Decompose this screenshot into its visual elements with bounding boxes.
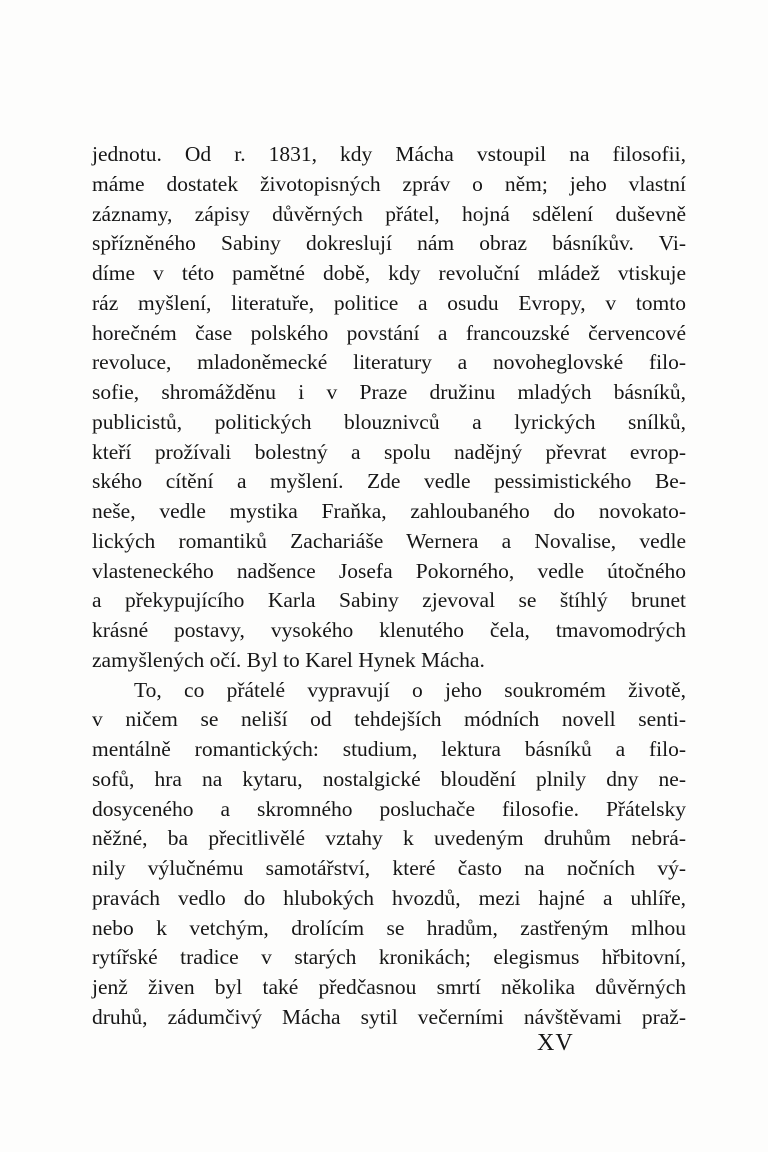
text-line: spřízněného Sabiny dokreslují nám obraz básníkův. Vi-: [92, 231, 686, 256]
text-line: a překypujícího Karla Sabiny zjevoval se štíhlý brunet: [92, 588, 686, 613]
text-line: horečném čase polského povstání a francouzské červencové: [92, 320, 686, 345]
text-line: zamyšlených očí. Byl to Karel Hynek Mácha.: [92, 647, 485, 672]
text-line: ráz myšlení, literatuře, politice a osudu Evropy, v tomto: [92, 290, 686, 315]
text-line: nebo k vetchým, drolícím se hradům, zastřeným mlhou: [92, 915, 686, 940]
text-line: To, co přátelé vypravují o jeho soukromém životě,: [134, 677, 686, 702]
text-line: druhů, zádumčivý Mácha sytil večerními návštěvami praž-: [92, 1004, 686, 1029]
text-line: něžné, ba přecitlivělé vztahy k uvedeným druhům nebrá-: [92, 826, 686, 851]
text-line: rytířské tradice v starých kronikách; elegismus hřbitovní,: [92, 945, 686, 970]
text-line: v ničem se neliší od tehdejších módních novell senti-: [92, 707, 686, 732]
text-line: máme dostatek životopisných zpráv o něm; jeho vlastní: [92, 171, 686, 196]
text-line: sofů, hra na kytaru, nostalgické bloudění plnily dny ne-: [92, 766, 686, 791]
text-line: kteří prožívali bolestný a spolu nadějný převrat evrop-: [92, 439, 686, 464]
text-line: krásné postavy, vysokého klenutého čela, tmavomodrých: [92, 618, 686, 642]
text-line: sofie, shromážděnu i v Praze družinu mladých básníků,: [92, 380, 686, 404]
text-line: mentálně romantických: studium, lektura básníků a filo-: [92, 737, 686, 761]
text-line: revoluce, mladoněmecké literatury a novoheglovské filo-: [92, 350, 686, 375]
text-line: neše, vedle mystika Fraňka, zahloubaného do novokato-: [92, 499, 686, 523]
body-text: [92, 140, 686, 1033]
text-line: ského cítění a myšlení. Zde vedle pessimistického Be-: [92, 469, 686, 494]
text-line: záznamy, zápisy důvěrných přátel, hojná sdělení duševně: [92, 201, 686, 226]
page-number: XV: [537, 1030, 574, 1056]
text-line: jenž živen byl také předčasnou smrtí několika důvěrných: [92, 975, 686, 999]
text-line: jednotu. Od r. 1831, kdy Mácha vstoupil na filosofii,: [92, 142, 686, 166]
text-line: publicistů, politických blouznivců a lyrických snílků,: [92, 409, 686, 434]
paragraph: [92, 676, 686, 1033]
text-line: vlasteneckého nadšence Josefa Pokorného, vedle útočného: [92, 558, 686, 583]
text-line: díme v této pamětné době, kdy revoluční mládež vtiskuje: [92, 261, 686, 285]
text-line: pravách vedlo do hlubokých hvozdů, mezi hajné a uhlíře,: [92, 885, 686, 910]
paragraph: [92, 140, 686, 676]
text-line: dosyceného a skromného posluchače filosofie. Přátelsky: [92, 796, 686, 821]
text-line: lických romantiků Zachariáše Wernera a Novalise, vedle: [92, 528, 686, 553]
text-line: nily výlučnému samotářství, které často na nočních vý-: [92, 856, 686, 880]
